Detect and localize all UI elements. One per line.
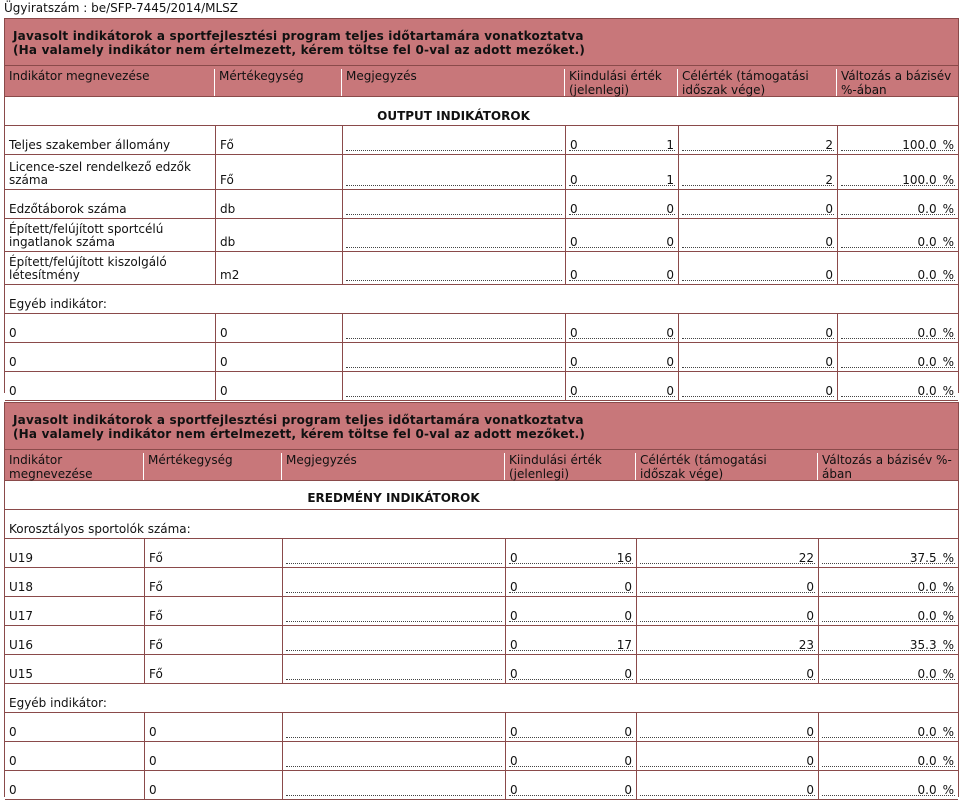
change-value: 0.0 — [917, 725, 937, 739]
indicator-note-field[interactable] — [282, 771, 505, 799]
change-value: 0.0 — [917, 235, 937, 249]
baseline-value-left: 0 — [570, 355, 578, 369]
baseline-value-left: 0 — [570, 173, 578, 187]
indicator-note-field[interactable] — [282, 597, 505, 625]
percent-sign: % — [942, 173, 954, 187]
indicator-name: 0 — [9, 355, 17, 369]
indicator-row — [5, 126, 958, 155]
baseline-value-left: 0 — [570, 268, 578, 282]
target-value: 22 — [798, 551, 814, 565]
indicator-name: U19 — [9, 551, 34, 565]
indicator-baseline[interactable] — [565, 126, 678, 154]
document-reference: Ügyiratszám : be/SFP-7445/2014/MLSZ — [4, 1, 238, 15]
baseline-value-right: 0 — [666, 235, 674, 249]
result-indicator-section — [4, 402, 959, 797]
change-value: 0.0 — [917, 384, 937, 398]
indicator-baseline[interactable] — [505, 626, 636, 654]
indicator-row — [5, 252, 958, 285]
indicator-target[interactable] — [678, 126, 837, 154]
indicator-baseline[interactable] — [565, 343, 678, 371]
change-value: 0.0 — [917, 326, 937, 340]
other-indicator-label: Egyéb indikátor: — [9, 297, 107, 311]
baseline-value-left: 0 — [570, 138, 578, 152]
percent-sign: % — [942, 783, 954, 797]
indicator-unit: m2 — [215, 252, 342, 284]
percent-sign: % — [942, 638, 954, 652]
indicator-change[interactable] — [837, 126, 958, 154]
indicator-name: Licence-szel rendelkező edzők száma — [9, 160, 191, 187]
baseline-value-right: 0 — [666, 355, 674, 369]
indicator-change[interactable] — [818, 626, 958, 654]
indicator-baseline[interactable] — [565, 252, 678, 284]
indicator-baseline[interactable] — [565, 314, 678, 342]
result-indicators-title: EREDMÉNY INDIKÁTOROK — [307, 491, 480, 505]
indicator-unit: 0 — [215, 314, 342, 342]
section-subtitle-2: (Ha valamely indikátor nem értelmezett, kérem töltse fel 0-val az adott mezőket.) — [13, 427, 586, 441]
indicator-baseline[interactable] — [565, 372, 678, 400]
change-value: 0.0 — [917, 355, 937, 369]
baseline-value-right: 0 — [666, 202, 674, 216]
target-value: 2 — [825, 138, 833, 152]
indicator-change[interactable] — [818, 655, 958, 683]
col-name-2: Indikátor megnevezése — [5, 453, 144, 480]
indicator-name: U18 — [9, 580, 34, 594]
target-value: 0 — [806, 783, 814, 797]
baseline-value-right: 0 — [624, 725, 632, 739]
indicator-baseline[interactable] — [565, 190, 678, 218]
indicator-row — [5, 742, 958, 771]
col-change: Változás a bázisév %-ában — [841, 69, 952, 97]
indicator-unit: 0 — [215, 343, 342, 371]
col-baseline-2: Kiindulási érték (jelenlegi) — [505, 453, 636, 480]
indicator-note-field[interactable] — [342, 252, 565, 284]
baseline-value-left: 0 — [510, 609, 518, 623]
indicator-row — [5, 539, 958, 568]
other-indicator-label-row-2 — [5, 684, 958, 713]
indicator-change[interactable] — [818, 713, 958, 741]
indicator-unit: 0 — [144, 742, 282, 770]
indicator-row — [5, 597, 958, 626]
indicator-row — [5, 155, 958, 190]
indicator-change[interactable] — [837, 219, 958, 251]
indicator-target[interactable] — [636, 771, 818, 799]
target-value: 0 — [825, 326, 833, 340]
indicator-row — [5, 568, 958, 597]
baseline-value-right: 17 — [616, 638, 632, 652]
output-indicator-section — [4, 18, 959, 398]
other-indicator-label-2: Egyéb indikátor: — [9, 696, 107, 710]
indicator-row — [5, 713, 958, 742]
indicator-baseline[interactable] — [565, 219, 678, 251]
indicator-name: Teljes szakember állomány — [9, 138, 171, 152]
indicator-target[interactable] — [636, 626, 818, 654]
target-value: 23 — [798, 638, 814, 652]
percent-sign: % — [942, 202, 954, 216]
target-value: 0 — [825, 268, 833, 282]
indicator-name: Edzőtáborok száma — [9, 202, 127, 216]
target-value: 2 — [825, 173, 833, 187]
percent-sign: % — [942, 235, 954, 249]
indicator-name: 0 — [9, 754, 17, 768]
indicator-baseline[interactable] — [505, 742, 636, 770]
change-value: 35.3 — [909, 638, 937, 652]
target-value: 0 — [825, 235, 833, 249]
indicator-note-field[interactable] — [282, 655, 505, 683]
indicator-note-field[interactable] — [282, 568, 505, 596]
section-header-bar — [5, 19, 958, 65]
percent-sign: % — [942, 268, 954, 282]
col-target: Célérték (támogatási időszak vége) — [678, 69, 837, 96]
indicator-note-field[interactable] — [282, 626, 505, 654]
baseline-value-right: 0 — [666, 268, 674, 282]
section-header-bar-2 — [5, 403, 958, 449]
percent-sign: % — [942, 754, 954, 768]
change-value: 0.0 — [917, 754, 937, 768]
baseline-value-left: 0 — [510, 580, 518, 594]
target-value: 0 — [806, 725, 814, 739]
percent-sign: % — [942, 667, 954, 681]
indicator-note-field[interactable] — [342, 219, 565, 251]
baseline-value-right: 0 — [666, 384, 674, 398]
indicator-baseline[interactable] — [505, 713, 636, 741]
change-value: 100.0 — [902, 138, 937, 152]
column-header-row — [5, 65, 958, 97]
indicator-unit: Fő — [215, 126, 342, 154]
baseline-value-right: 1 — [666, 173, 674, 187]
indicator-unit: db — [215, 219, 342, 251]
change-value: 0.0 — [917, 609, 937, 623]
col-note-2: Megjegyzés — [282, 453, 505, 480]
percent-sign: % — [942, 580, 954, 594]
col-target-2: Célérték (támogatási időszak vége) — [636, 453, 818, 480]
indicator-target[interactable] — [636, 655, 818, 683]
indicator-name: U15 — [9, 667, 34, 681]
indicator-name: Épített/felújított sportcélú ingatlanok száma — [9, 222, 164, 249]
col-unit: Mértékegység — [215, 69, 342, 96]
indicator-target[interactable] — [636, 597, 818, 625]
baseline-value-left: 0 — [510, 754, 518, 768]
target-value: 0 — [806, 754, 814, 768]
indicator-target[interactable] — [678, 219, 837, 251]
percent-sign: % — [942, 725, 954, 739]
change-value: 0.0 — [917, 667, 937, 681]
indicator-note-field[interactable] — [342, 126, 565, 154]
indicator-change[interactable] — [837, 190, 958, 218]
indicator-unit: 0 — [215, 372, 342, 400]
indicator-target[interactable] — [678, 372, 837, 400]
change-value: 0.0 — [917, 202, 937, 216]
indicator-target[interactable] — [678, 190, 837, 218]
indicator-change[interactable] — [837, 252, 958, 284]
percent-sign: % — [942, 609, 954, 623]
target-value: 0 — [806, 667, 814, 681]
baseline-value-left: 0 — [510, 783, 518, 797]
baseline-value-left: 0 — [570, 384, 578, 398]
baseline-value-left: 0 — [570, 326, 578, 340]
percent-sign: % — [942, 355, 954, 369]
indicator-change[interactable] — [837, 372, 958, 400]
baseline-value-right: 0 — [666, 326, 674, 340]
target-value: 0 — [806, 609, 814, 623]
baseline-value-left: 0 — [570, 235, 578, 249]
indicator-change[interactable] — [837, 155, 958, 189]
indicator-name: Épített/felújított kiszolgáló létesítmény — [9, 255, 167, 282]
baseline-value-left: 0 — [570, 202, 578, 216]
indicator-note-field[interactable] — [282, 742, 505, 770]
target-value: 0 — [806, 580, 814, 594]
indicator-unit: Fő — [144, 539, 282, 567]
indicator-row — [5, 372, 958, 401]
indicator-baseline[interactable] — [565, 155, 678, 189]
baseline-value-right: 0 — [624, 609, 632, 623]
age-group-label-row — [5, 510, 958, 539]
target-value: 0 — [825, 384, 833, 398]
indicator-change[interactable] — [818, 539, 958, 567]
indicator-unit: db — [215, 190, 342, 218]
indicator-change[interactable] — [818, 771, 958, 799]
indicator-name: 0 — [9, 783, 17, 797]
indicator-note-field[interactable] — [342, 190, 565, 218]
indicator-row — [5, 219, 958, 252]
indicator-note-field[interactable] — [342, 372, 565, 400]
baseline-value-left: 0 — [510, 551, 518, 565]
indicator-note-field[interactable] — [342, 155, 565, 189]
percent-sign: % — [942, 138, 954, 152]
indicator-unit: Fő — [144, 597, 282, 625]
indicator-unit: Fő — [144, 655, 282, 683]
indicator-note-field[interactable] — [282, 539, 505, 567]
age-group-label: Korosztályos sportolók száma: — [9, 522, 191, 536]
change-value: 0.0 — [917, 580, 937, 594]
indicator-baseline[interactable] — [505, 771, 636, 799]
indicator-unit: 0 — [144, 771, 282, 799]
baseline-value-right: 0 — [624, 783, 632, 797]
change-value: 37.5 — [909, 551, 937, 565]
indicator-change[interactable] — [818, 568, 958, 596]
indicator-name: 0 — [9, 725, 17, 739]
baseline-value-right: 0 — [624, 667, 632, 681]
section-title-2: Javasolt indikátorok a sportfejlesztési program teljes időtartamára vonatkoztatva — [13, 413, 584, 427]
indicator-target[interactable] — [636, 568, 818, 596]
indicator-target[interactable] — [678, 314, 837, 342]
col-change-2: Változás a bázisév %-ában — [822, 453, 952, 481]
section-title: Javasolt indikátorok a sportfejlesztési program teljes időtartamára vonatkoztatva — [13, 29, 584, 43]
indicator-name: U17 — [9, 609, 34, 623]
indicator-unit: 0 — [144, 713, 282, 741]
change-value: 100.0 — [902, 173, 937, 187]
percent-sign: % — [942, 384, 954, 398]
baseline-value-left: 0 — [510, 638, 518, 652]
indicator-name: U16 — [9, 638, 34, 652]
baseline-value-right: 0 — [624, 754, 632, 768]
baseline-value-right: 1 — [666, 138, 674, 152]
indicator-row — [5, 655, 958, 684]
change-value: 0.0 — [917, 268, 937, 282]
indicator-row — [5, 190, 958, 219]
indicator-baseline[interactable] — [505, 568, 636, 596]
indicator-unit: Fő — [215, 155, 342, 189]
indicator-target[interactable] — [678, 155, 837, 189]
indicator-unit: Fő — [144, 568, 282, 596]
baseline-value-left: 0 — [510, 725, 518, 739]
indicator-baseline[interactable] — [505, 597, 636, 625]
section-subtitle: (Ha valamely indikátor nem értelmezett, kérem töltse fel 0-val az adott mezőket.) — [13, 43, 586, 57]
indicator-row — [5, 314, 958, 343]
baseline-value-right: 16 — [616, 551, 632, 565]
col-unit-2: Mértékegység — [144, 453, 282, 480]
other-indicator-label-row — [5, 285, 958, 314]
indicator-name: 0 — [9, 326, 17, 340]
indicator-baseline[interactable] — [505, 655, 636, 683]
indicator-change[interactable] — [818, 742, 958, 770]
indicator-change[interactable] — [818, 597, 958, 625]
indicator-target[interactable] — [636, 539, 818, 567]
indicator-name: 0 — [9, 384, 17, 398]
indicator-target[interactable] — [636, 742, 818, 770]
col-name: Indikátor megnevezése — [5, 69, 215, 96]
indicator-row — [5, 626, 958, 655]
column-header-row-2 — [5, 449, 958, 481]
percent-sign: % — [942, 551, 954, 565]
indicator-target[interactable] — [636, 713, 818, 741]
col-note: Megjegyzés — [342, 69, 565, 96]
target-value: 0 — [825, 355, 833, 369]
indicator-unit: Fő — [144, 626, 282, 654]
indicator-change[interactable] — [837, 314, 958, 342]
baseline-value-left: 0 — [510, 667, 518, 681]
col-baseline: Kiindulási érték (jelenlegi) — [565, 69, 678, 96]
indicator-row — [5, 343, 958, 372]
indicator-baseline[interactable] — [505, 539, 636, 567]
percent-sign: % — [942, 326, 954, 340]
output-indicators-title: OUTPUT INDIKÁTOROK — [377, 109, 530, 123]
indicator-note-field[interactable] — [342, 314, 565, 342]
baseline-value-right: 0 — [624, 580, 632, 594]
indicator-note-field[interactable] — [342, 343, 565, 371]
indicator-target[interactable] — [678, 252, 837, 284]
change-value: 0.0 — [917, 783, 937, 797]
target-value: 0 — [825, 202, 833, 216]
indicator-target[interactable] — [678, 343, 837, 371]
indicator-change[interactable] — [837, 343, 958, 371]
indicator-note-field[interactable] — [282, 713, 505, 741]
